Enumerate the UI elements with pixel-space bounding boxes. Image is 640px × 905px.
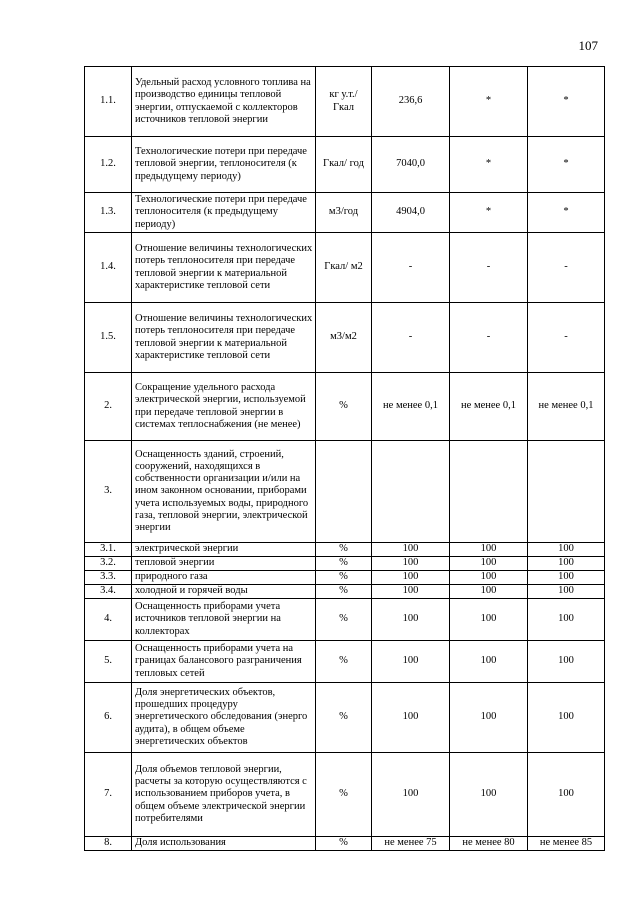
row-number-cell: 3.1. [85, 543, 132, 557]
row-unit-cell: Гкал/ м2 [316, 233, 372, 303]
row-value-1-cell: - [372, 233, 450, 303]
table-row [85, 557, 605, 571]
row-value-1-cell: 100 [372, 641, 450, 683]
row-number-cell: 4. [85, 599, 132, 641]
row-number-cell: 8. [85, 837, 132, 851]
row-description-cell: Доля энергетических объектов, прошедших процедуру энергетического обследования (энерго аудита), в общем объеме энергетических объектов [132, 683, 316, 753]
row-unit-cell: % [316, 557, 372, 571]
row-number-cell: 3.2. [85, 557, 132, 571]
row-description-cell: холодной и горячей воды [132, 585, 316, 599]
row-value-2-cell: 100 [450, 641, 528, 683]
table-row [85, 67, 605, 137]
row-unit-cell: % [316, 571, 372, 585]
row-value-3-cell: не менее 0,1 [528, 373, 605, 441]
row-unit-cell: % [316, 585, 372, 599]
row-value-2-cell: - [450, 303, 528, 373]
row-value-3-cell: 100 [528, 543, 605, 557]
row-description-cell: Доля использования [132, 837, 316, 851]
table-row [85, 585, 605, 599]
row-value-3-cell: 100 [528, 683, 605, 753]
table-row [85, 373, 605, 441]
row-value-1-cell: 100 [372, 543, 450, 557]
row-value-2-cell: 100 [450, 753, 528, 837]
row-number-cell: 3.3. [85, 571, 132, 585]
table-row [85, 599, 605, 641]
table-body [85, 67, 605, 851]
table-row [85, 571, 605, 585]
row-description-cell: Оснащенность приборами учета на границах балансового разграничения тепловых сетей [132, 641, 316, 683]
row-value-3-cell: 100 [528, 571, 605, 585]
table-row [85, 753, 605, 837]
row-value-3-cell: - [528, 233, 605, 303]
row-value-3-cell: * [528, 193, 605, 233]
row-number-cell: 1.5. [85, 303, 132, 373]
row-description-cell: Оснащенность зданий, строений, сооружений, находящихся в собственности организации и/или на ином законном основании, приборами учета используемых воды, природного газа, тепловой энергии, электрической энергии [132, 441, 316, 543]
table-row [85, 137, 605, 193]
row-value-1-cell: 100 [372, 683, 450, 753]
row-value-1-cell: 100 [372, 599, 450, 641]
row-unit-cell: % [316, 373, 372, 441]
row-value-2-cell: не менее 0,1 [450, 373, 528, 441]
row-value-3-cell: * [528, 137, 605, 193]
row-value-3-cell: * [528, 67, 605, 137]
row-unit-cell: % [316, 753, 372, 837]
row-value-2-cell: * [450, 137, 528, 193]
row-description-cell: электрической энергии [132, 543, 316, 557]
row-value-1-cell: 100 [372, 753, 450, 837]
row-number-cell: 3.4. [85, 585, 132, 599]
row-value-1-cell: 236,6 [372, 67, 450, 137]
row-value-3-cell: 100 [528, 557, 605, 571]
row-description-cell: Доля объемов тепловой энергии, расчеты за которую осуществляются с использованием приборов учета, в общем объеме электрической энергии потребителями [132, 753, 316, 837]
row-value-2-cell: 100 [450, 585, 528, 599]
row-value-3-cell: 100 [528, 641, 605, 683]
row-value-2-cell: * [450, 67, 528, 137]
row-value-3-cell: 100 [528, 585, 605, 599]
table-row [85, 543, 605, 557]
row-description-cell: Отношение величины технологических потерь теплоносителя при передаче тепловой энергии к материальной характеристике тепловой сети [132, 233, 316, 303]
row-value-2-cell [450, 441, 528, 543]
row-value-3-cell [528, 441, 605, 543]
table-row [85, 641, 605, 683]
row-value-3-cell: не менее 85 [528, 837, 605, 851]
row-value-1-cell: 7040,0 [372, 137, 450, 193]
row-description-cell: Технологические потери при передаче теплоносителя (к предыдущему периоду) [132, 193, 316, 233]
row-description-cell: Технологические потери при передаче тепловой энергии, теплоносителя (к предыдущему периоду) [132, 137, 316, 193]
row-unit-cell: Гкал/ год [316, 137, 372, 193]
table-row [85, 837, 605, 851]
row-value-2-cell: 100 [450, 571, 528, 585]
table-row [85, 193, 605, 233]
row-value-2-cell: не менее 80 [450, 837, 528, 851]
row-value-2-cell: - [450, 233, 528, 303]
row-number-cell: 3. [85, 441, 132, 543]
row-unit-cell: м3/м2 [316, 303, 372, 373]
row-unit-cell: м3/год [316, 193, 372, 233]
row-value-1-cell: 4904,0 [372, 193, 450, 233]
row-value-2-cell: * [450, 193, 528, 233]
row-value-3-cell: - [528, 303, 605, 373]
row-unit-cell: кг у.т./ Гкал [316, 67, 372, 137]
indicators-table [84, 66, 605, 851]
row-value-2-cell: 100 [450, 557, 528, 571]
row-description-cell: Сокращение удельного расхода электрической энергии, используемой при передаче тепловой энергии в системах теплоснабжения (не менее) [132, 373, 316, 441]
row-value-1-cell: 100 [372, 571, 450, 585]
row-number-cell: 1.1. [85, 67, 132, 137]
page-number: 107 [578, 38, 598, 53]
row-description-cell: природного газа [132, 571, 316, 585]
row-value-1-cell: - [372, 303, 450, 373]
row-value-1-cell [372, 441, 450, 543]
row-number-cell: 2. [85, 373, 132, 441]
table-row [85, 441, 605, 543]
table-row [85, 683, 605, 753]
table-row [85, 233, 605, 303]
row-value-2-cell: 100 [450, 599, 528, 641]
row-value-1-cell: 100 [372, 557, 450, 571]
table-row [85, 303, 605, 373]
row-unit-cell [316, 441, 372, 543]
row-description-cell: Оснащенность приборами учета источников тепловой энергии на коллекторах [132, 599, 316, 641]
row-description-cell: Отношение величины технологических потерь теплоносителя при передаче тепловой энергии к материальной характеристике тепловой сети [132, 303, 316, 373]
row-value-2-cell: 100 [450, 683, 528, 753]
row-description-cell: Удельный расход условного топлива на производство единицы тепловой энергии, отпускаемой с коллекторов источников тепловой энергии [132, 67, 316, 137]
row-number-cell: 1.3. [85, 193, 132, 233]
row-unit-cell: % [316, 543, 372, 557]
row-number-cell: 6. [85, 683, 132, 753]
row-value-2-cell: 100 [450, 543, 528, 557]
row-number-cell: 1.4. [85, 233, 132, 303]
row-value-1-cell: не менее 0,1 [372, 373, 450, 441]
row-unit-cell: % [316, 683, 372, 753]
row-unit-cell: % [316, 599, 372, 641]
row-description-cell: тепловой энергии [132, 557, 316, 571]
row-value-1-cell: 100 [372, 585, 450, 599]
row-value-1-cell: не менее 75 [372, 837, 450, 851]
row-number-cell: 1.2. [85, 137, 132, 193]
row-unit-cell: % [316, 641, 372, 683]
row-value-3-cell: 100 [528, 753, 605, 837]
row-unit-cell: % [316, 837, 372, 851]
row-number-cell: 7. [85, 753, 132, 837]
row-value-3-cell: 100 [528, 599, 605, 641]
row-number-cell: 5. [85, 641, 132, 683]
